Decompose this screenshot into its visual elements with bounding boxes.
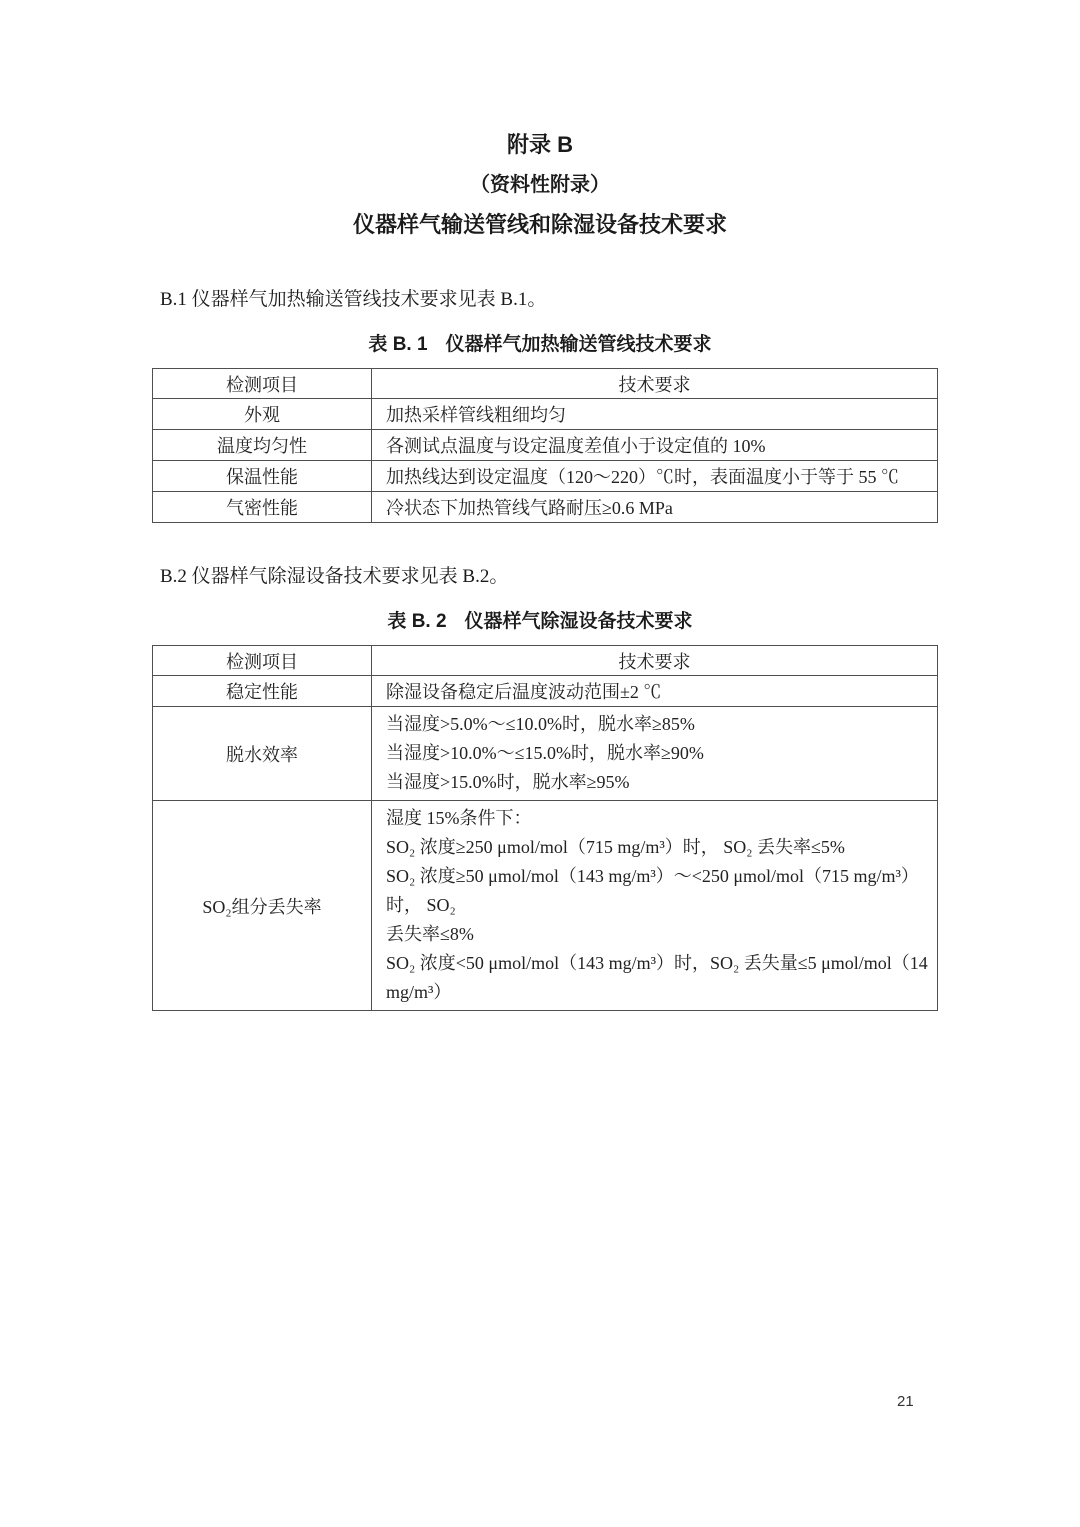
appendix-title: 附录 B <box>506 132 573 157</box>
table-row <box>153 430 938 461</box>
requirement-line: SO₂ 浓度≥50 μmol/mol（143 mg/m³）～<250 μmol/mol（715 mg/m³）时， SO₂ <box>386 866 919 915</box>
table-b1-row2-req: 各测试点温度与设定温度差值小于设定值的 10% <box>372 430 938 461</box>
section-b2-intro: B.2 仪器样气除湿设备技术要求见表 B.2。 <box>160 566 509 587</box>
page-number: 21 <box>897 1393 914 1410</box>
requirement-line: 湿度 15%条件下： <box>386 808 532 828</box>
requirement-line: SO₂ 浓度≥250 μmol/mol（715 mg/m³）时， SO₂ 丢失率≤5% <box>386 837 845 857</box>
table-b2-header-row <box>153 646 938 676</box>
table-b1 <box>152 368 938 523</box>
table-b2 <box>152 645 938 1011</box>
requirement-line: 当湿度>15.0%时，脱水率≥95% <box>386 772 630 792</box>
requirement-line: 当湿度>10.0%～≤15.0%时，脱水率≥90% <box>386 743 704 763</box>
appendix-heading: 仪器样气输送管线和除湿设备技术要求 <box>352 212 727 237</box>
table-b2-caption-label: 表 B. 2 <box>387 611 447 632</box>
table-b2-row1-item: 稳定性能 <box>153 676 372 707</box>
table-b2-header-item: 检测项目 <box>153 646 372 676</box>
table-b2-row3-item: SO₂组分丢失率 <box>153 801 372 1011</box>
table-row <box>153 399 938 430</box>
table-b1-row4-item: 气密性能 <box>153 492 372 523</box>
table-b1-caption-label: 表 B. 1 <box>368 334 428 355</box>
section-b1-intro: B.1 仪器样气加热输送管线技术要求见表 B.1。 <box>160 289 547 310</box>
requirement-line: 丢失率≤8% <box>386 924 474 944</box>
table-b1-row4-req: 冷状态下加热管线气路耐压≥0.6 MPa <box>372 492 938 523</box>
table-b2-row2-req <box>372 707 938 801</box>
table-b2-caption <box>0 609 1080 635</box>
table-b1-row2-item: 温度均匀性 <box>153 430 372 461</box>
appendix-subtitle: （资料性附录） <box>470 174 610 196</box>
table-b1-header-req: 技术要求 <box>372 369 938 399</box>
table-row <box>153 492 938 523</box>
table-b1-row3-req: 加热线达到设定温度（120～220）℃时，表面温度小于等于 55 ℃ <box>372 461 938 492</box>
table-b1-caption-text: 仪器样气加热输送管线技术要求 <box>445 334 712 355</box>
table-b1-header-row <box>153 369 938 399</box>
table-b2-row1-req: 除湿设备稳定后温度波动范围±2 ℃ <box>372 676 938 707</box>
document-header <box>0 0 1080 238</box>
table-b2-row3-req <box>372 801 938 1011</box>
table-b2-header-req: 技术要求 <box>372 646 938 676</box>
requirement-line: 当湿度>5.0%～≤10.0%时，脱水率≥85% <box>386 714 695 734</box>
table-b1-header-item: 检测项目 <box>153 369 372 399</box>
table-b1-row1-req: 加热采样管线粗细均匀 <box>372 399 938 430</box>
requirement-line: SO₂ 浓度<50 μmol/mol（143 mg/m³）时，SO₂ 丢失量≤5 μmol/mol（14 mg/m³） <box>386 953 928 1002</box>
table-row <box>153 801 938 1011</box>
table-b1-row1-item: 外观 <box>153 399 372 430</box>
table-b2-caption-text: 仪器样气除湿设备技术要求 <box>464 611 693 632</box>
table-row <box>153 461 938 492</box>
table-b1-caption <box>0 332 1080 358</box>
table-row <box>153 707 938 801</box>
table-b1-row3-item: 保温性能 <box>153 461 372 492</box>
table-b2-row2-item: 脱水效率 <box>153 707 372 801</box>
table-row <box>153 676 938 707</box>
